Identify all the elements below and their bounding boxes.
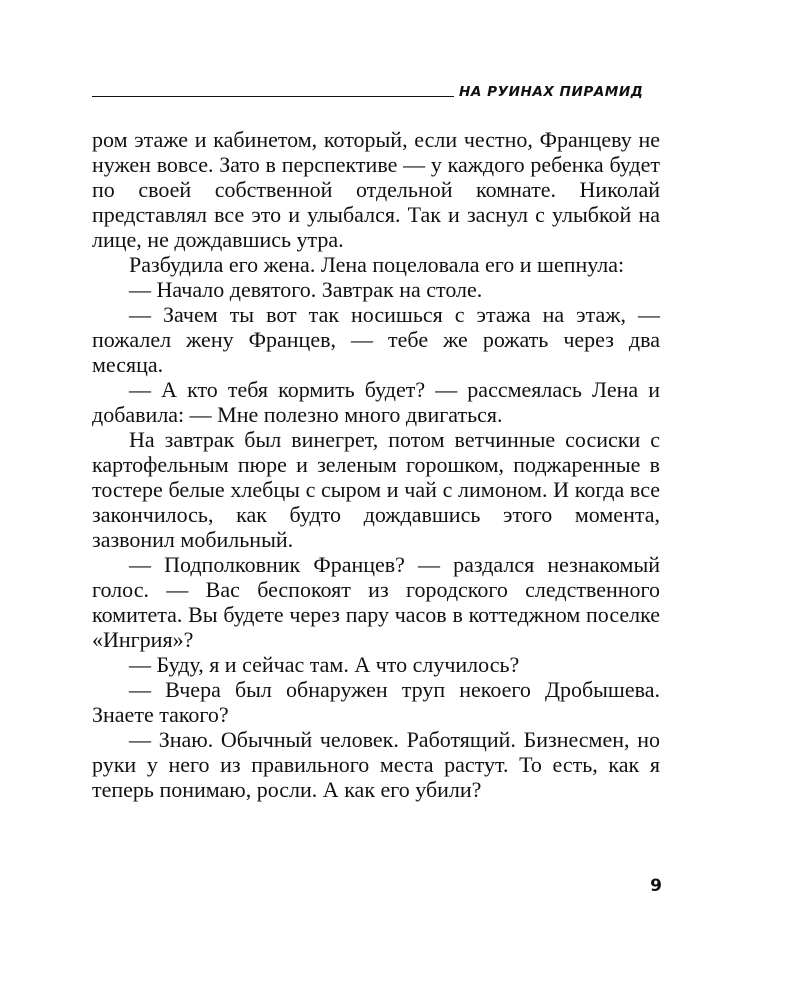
dialogue-line: — Буду, я и сейчас там. А что случилось? [129, 652, 520, 677]
dialogue-line: — Знаю. Обычный человек. Работящий. Бизнесмен, но руки у него из правильного места растут. То есть, как я теперь понимаю, росли. А как его убили? [92, 727, 660, 802]
paragraph: ром этаже и кабинетом, который, если честно, Францеву не нужен вовсе. Зато в перспективе — у каждого ребенка будет по своей собственной отдельной комнате. Николай представлял все это и улыбался. Так и заснул с улыбкой на лице, не дождавшись утра. [92, 127, 660, 252]
paragraph: На завтрак был винегрет, потом ветчинные сосиски с картофельным пюре и зеленым горошком, поджаренные в тостере белые хлебцы с сыром и чай с лимоном. И когда все закончилось, как будто дождавшись этого момента, зазвонил мобильный. [92, 427, 660, 552]
dialogue-line: — А кто тебя кормить будет? — рассмеялась Лена и добавила: — Мне полезно много двигаться. [92, 377, 660, 427]
dialogue-line: — Подполковник Францев? — раздался незнакомый голос. — Вас беспокоят из городского следственного комитета. Вы будете через пару часов в коттеджном поселке «Ингрия»? [92, 552, 660, 652]
running-header-title: НА РУИНАХ ПИРАМИД [459, 84, 644, 100]
header-rule [92, 96, 454, 97]
dialogue-line: — Зачем ты вот так носишься с этажа на этаж, — пожалел жену Францев, — тебе же рожать через два месяца. [92, 302, 660, 377]
dialogue-line: — Начало девятого. Завтрак на столе. [129, 277, 483, 302]
paragraph: Разбудила его жена. Лена поцеловала его и шепнула: [129, 252, 625, 277]
dialogue-line: — Вчера был обнаружен труп некоего Дробышева. Знаете такого? [92, 677, 660, 727]
body-text [92, 127, 660, 802]
page-number: 9 [650, 876, 662, 896]
